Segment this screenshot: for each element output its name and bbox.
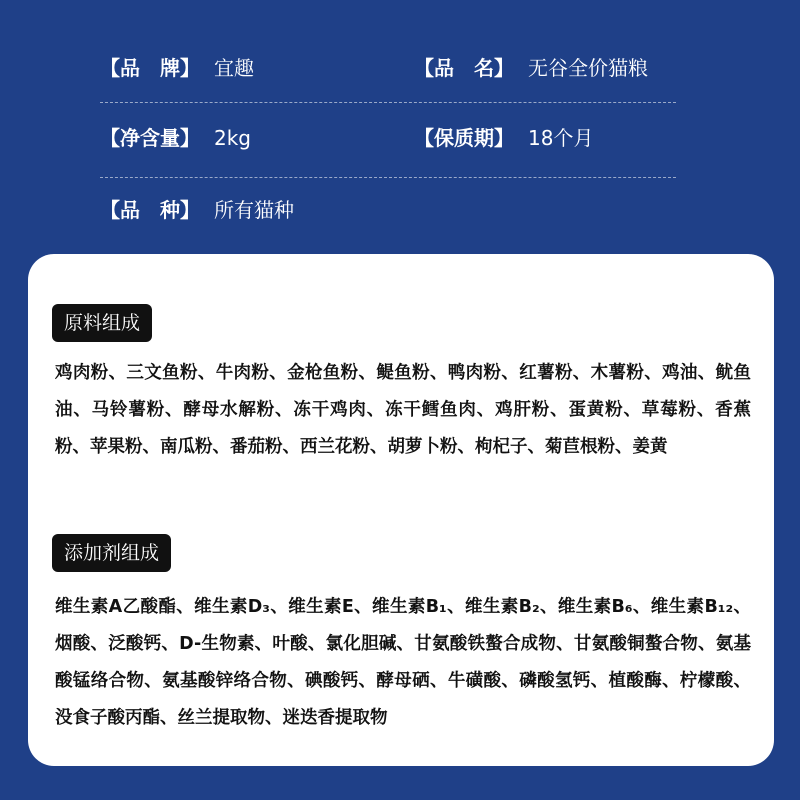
spec-row-1 (0, 48, 800, 88)
spec-name (414, 48, 648, 88)
name-value: 无谷全价猫粮 (528, 56, 648, 80)
spec-row-3 (0, 190, 800, 230)
divider-2 (100, 177, 676, 178)
additives-title: 添加剂组成 (52, 534, 171, 572)
spec-shelf-life (414, 118, 593, 158)
ingredients-title: 原料组成 (52, 304, 152, 342)
weight-value: 2kg (214, 126, 252, 150)
spec-brand (100, 48, 254, 88)
composition-card (28, 254, 774, 766)
divider-1 (100, 102, 676, 103)
shelf-life-label: 【保质期】 (414, 126, 514, 150)
shelf-life-value: 18个月 (528, 126, 594, 150)
spec-breed (100, 190, 294, 230)
weight-label: 【净含量】 (100, 126, 200, 150)
brand-label: 【品 牌】 (100, 56, 200, 80)
spec-row-2 (0, 118, 800, 158)
breed-value: 所有猫种 (214, 198, 294, 222)
name-label: 【品 名】 (414, 56, 514, 80)
brand-value: 宜趣 (214, 56, 254, 80)
additives-text: 维生素A乙酸酯、维生素D₃、维生素E、维生素B₁、维生素B₂、维生素B₆、维生素B₁₂、烟酸、泛酸钙、D-生物素、叶酸、氯化胆碱、甘氨酸铁螯合成物、甘氨酸铜螯合物、氨基酸锰络合物、氨基酸锌络合物、碘酸钙、酵母硒、牛磺酸、磷酸氢钙、植酸酶、柠檬酸、没食子酸丙酯、丝兰提取物、迷迭香提取物 (55, 597, 751, 728)
breed-label: 【品 种】 (100, 198, 200, 222)
ingredients-text: 鸡肉粉、三文鱼粉、牛肉粉、金枪鱼粉、鳀鱼粉、鸭肉粉、红薯粉、木薯粉、鸡油、鱿鱼油、马铃薯粉、酵母水解粉、冻干鸡肉、冻干鳕鱼肉、鸡肝粉、蛋黄粉、草莓粉、香蕉粉、苹果粉、南瓜粉、番茄粉、西兰花粉、胡萝卜粉、枸杞子、菊苣根粉、姜黄 (55, 363, 751, 457)
spec-weight (100, 118, 251, 158)
